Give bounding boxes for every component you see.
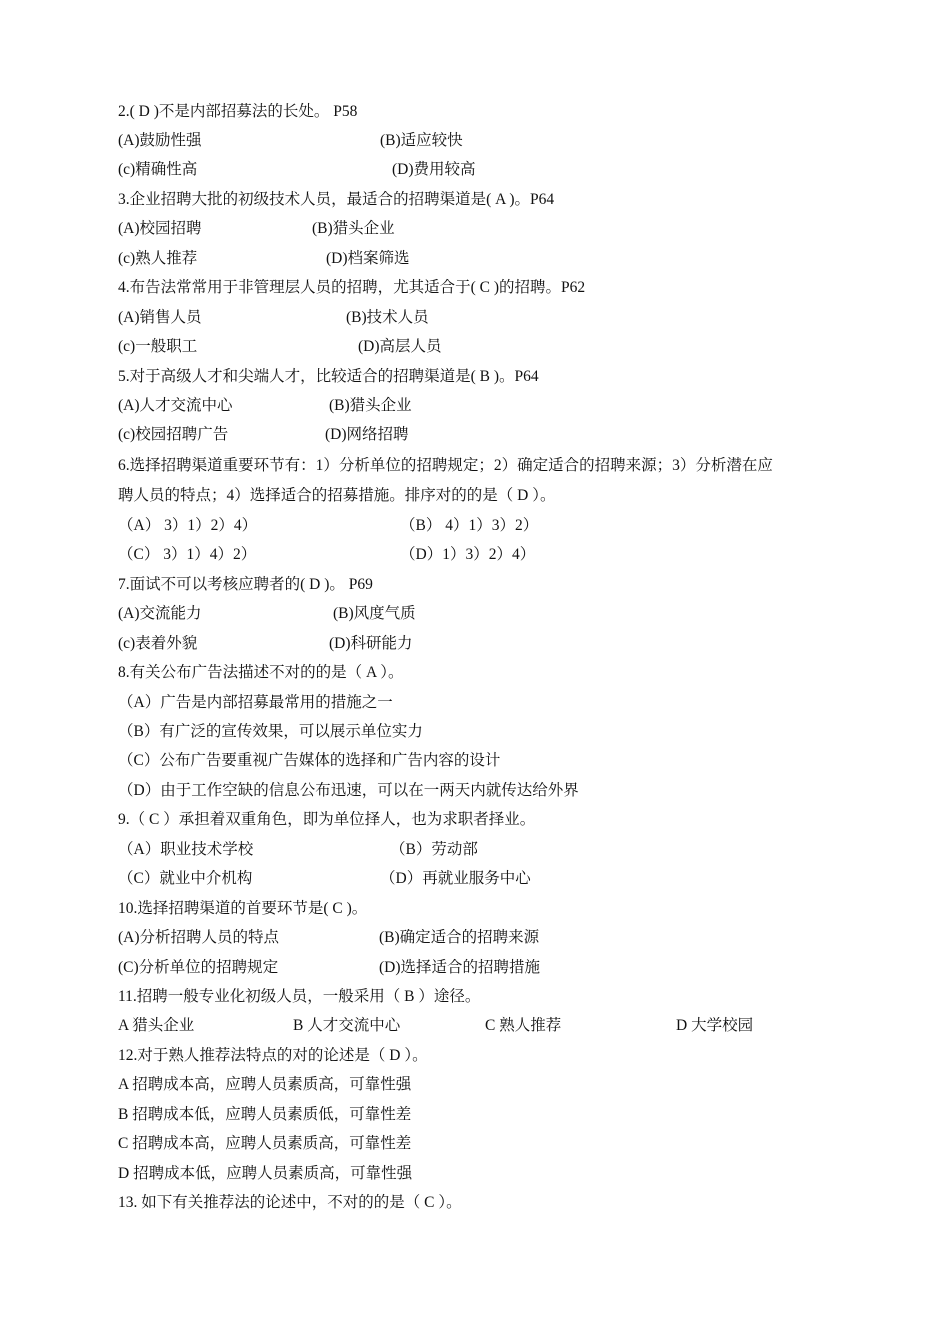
- question-2-option-a: (A)鼓励性强: [118, 132, 202, 149]
- question-4-option-b: (B)技术人员: [346, 309, 429, 326]
- question-6-option-c: （C） 3）1）4）2）: [118, 546, 257, 563]
- question-4-option-d: (D)高层人员: [358, 338, 442, 355]
- question-5-option-c: (c)校园招聘广告: [118, 426, 229, 443]
- question-2-option-d: (D)费用较高: [392, 161, 476, 178]
- question-9-stem: 9.（ C ）承担着双重角色，即为单位择人，也为求职者择业。: [118, 811, 536, 828]
- question-12-option-a: A 招聘成本高，应聘人员素质高，可靠性强: [118, 1076, 412, 1093]
- question-11-option-d: D 大学校园: [676, 1017, 754, 1034]
- question-3-option-a: (A)校园招聘: [118, 220, 202, 237]
- question-9-option-b: （B）劳动部: [390, 841, 478, 858]
- question-5-option-b: (B)猎头企业: [329, 397, 412, 414]
- question-13-stem: 13. 如下有关推荐法的论述中，不对的的是（ C ）。: [118, 1194, 462, 1211]
- question-6-option-b: （B） 4）1）3）2）: [400, 517, 539, 534]
- question-10-option-d: (D)选择适合的招聘措施: [379, 959, 541, 976]
- question-5-stem: 5.对于高级人才和尖端人才，比较适合的招聘渠道是( B )。P64: [118, 368, 539, 385]
- question-10-option-c: (C)分析单位的招聘规定: [118, 959, 279, 976]
- question-11-option-c: C 熟人推荐: [485, 1017, 562, 1034]
- question-10-option-b: (B)确定适合的招聘来源: [379, 929, 540, 946]
- question-4-option-a: (A)销售人员: [118, 309, 202, 326]
- question-3-option-b: (B)猎头企业: [312, 220, 395, 237]
- question-6-stem-line-2: 聘人员的特点；4）选择适合的招募措施。排序对的的是（ D ）。: [118, 487, 556, 504]
- question-6-stem-line-1: 6.选择招聘渠道重要环节有：1）分析单位的招聘规定；2）确定适合的招聘来源；3）分析潜在应: [118, 457, 773, 474]
- question-7-option-c: (c)表着外貌: [118, 635, 198, 652]
- question-3-option-d: (D)档案筛选: [326, 250, 410, 267]
- question-10-option-a: (A)分析招聘人员的特点: [118, 929, 280, 946]
- question-5-option-a: (A)人才交流中心: [118, 397, 233, 414]
- question-4-option-c: (c)一般职工: [118, 338, 198, 355]
- question-7-option-b: (B)风度气质: [333, 605, 416, 622]
- question-2-option-c: (c)精确性高: [118, 161, 198, 178]
- question-7-option-a: (A)交流能力: [118, 605, 202, 622]
- question-7-option-d: (D)科研能力: [329, 635, 413, 652]
- question-8-option-d: （D）由于工作空缺的信息公布迅速，可以在一两天内就传达给外界: [118, 782, 579, 799]
- question-12-option-d: D 招聘成本低，应聘人员素质高，可靠性强: [118, 1165, 413, 1182]
- question-9-option-d: （D）再就业服务中心: [380, 870, 531, 887]
- question-2-option-b: (B)适应较快: [380, 132, 463, 149]
- question-11-option-b: B 人才交流中心: [293, 1017, 401, 1034]
- question-6-option-a: （A） 3）1）2）4）: [118, 517, 258, 534]
- question-8-stem: 8.有关公布广告法描述不对的的是（ A ）。: [118, 664, 404, 681]
- question-5-option-d: (D)网络招聘: [325, 426, 409, 443]
- question-2-stem: 2.( D )不是内部招募法的长处。 P58: [118, 103, 358, 120]
- question-6-option-d: （D）1）3）2）4）: [400, 546, 536, 563]
- question-3-option-c: (c)熟人推荐: [118, 250, 198, 267]
- question-9-option-c: （C）就业中介机构: [118, 870, 253, 887]
- question-12-stem: 12.对于熟人推荐法特点的对的论述是（ D ）。: [118, 1047, 428, 1064]
- question-9-option-a: （A）职业技术学校: [118, 841, 254, 858]
- question-8-option-a: （A）广告是内部招募最常用的措施之一: [118, 694, 393, 711]
- question-12-option-c: C 招聘成本高，应聘人员素质高，可靠性差: [118, 1135, 412, 1152]
- question-8-option-b: （B）有广泛的宣传效果，可以展示单位实力: [118, 723, 423, 740]
- question-10-stem: 10.选择招聘渠道的首要环节是( C )。: [118, 900, 368, 917]
- question-7-stem: 7.面试不可以考核应聘者的( D )。 P69: [118, 576, 373, 593]
- question-11-option-a: A 猎头企业: [118, 1017, 195, 1034]
- question-4-stem: 4.布告法常常用于非管理层人员的招聘，尤其适合于( C )的招聘。P62: [118, 279, 586, 296]
- question-11-stem: 11.招聘一般专业化初级人员，一般采用（ B ）途径。: [118, 988, 481, 1005]
- question-8-option-c: （C）公布广告要重视广告媒体的选择和广告内容的设计: [118, 752, 501, 769]
- question-3-stem: 3.企业招聘大批的初级技术人员，最适合的招聘渠道是( A )。P64: [118, 191, 555, 208]
- question-12-option-b: B 招聘成本低，应聘人员素质低，可靠性差: [118, 1106, 412, 1123]
